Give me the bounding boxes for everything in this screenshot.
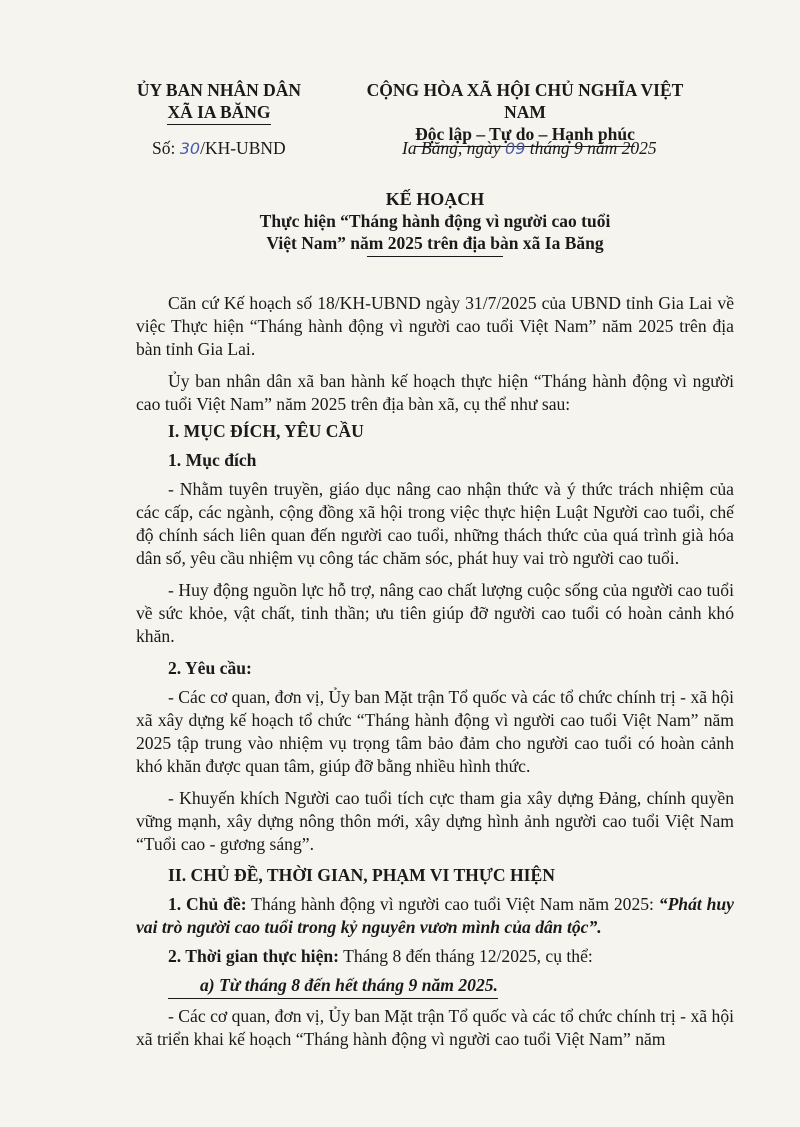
paragraph-purpose-1: - Nhằm tuyên truyền, giáo dục nâng cao nhận thức và ý thức trách nhiệm của các cấp, các ngành, cộng đồng xã hội trong việc thực hiện Luật Người cao tuổi, chế độ chính sách liên quan đến người cao tuổi, những thách thức của quá trình già hóa dân số, yêu cầu nhiệm vụ công tác chăm sóc, phát huy vai trò người cao tuổi. [136,479,734,568]
paragraph-requirement-2: - Khuyến khích Người cao tuổi tích cực tham gia xây dựng Đảng, chính quyền vững mạnh, xây dựng nông thôn mới, xây dựng hình ảnh người cao tuổi Việt Nam “Tuổi cao - gương sáng”. [136,788,734,854]
section-1-heading: I. MỤC ĐÍCH, YÊU CẦU [168,421,364,441]
document-number: Số: 30/KH-UBND [152,138,286,158]
section-1-1-heading: 1. Mục đích [168,450,257,470]
issuer-line-1: ỦY BAN NHÂN DÂN [136,80,302,100]
national-header [348,79,702,147]
section-2-1: 1. Chủ đề: Tháng hành động vì người cao tuổi Việt Nam năm 2025: “Phát huy vai trò người cao tuổi trong kỷ nguyên vươn mình của dân tộc”. [136,894,734,937]
issuer-line-2: XÃ IA BĂNG [130,101,308,125]
national-name: CỘNG HÒA XÃ HỘI CHỦ NGHĨA VIỆT NAM [366,80,684,122]
section-2-2: 2. Thời gian thực hiện: Tháng 8 đến tháng 12/2025, cụ thể: [168,946,593,966]
paragraph-basis: Căn cứ Kế hoạch số 18/KH-UBND ngày 31/7/2025 của UBND tỉnh Gia Lai về việc Thực hiện “Tháng hành động vì người cao tuổi Việt Nam” năm 2025 trên địa bàn tỉnh Gia Lai. [136,293,734,359]
document-body [136,292,734,1051]
paragraph-purpose-2: - Huy động nguồn lực hỗ trợ, nâng cao chất lượng cuộc sống của người cao tuổi về sức khỏe, vật chất, tinh thần; ưu tiên giúp đỡ người cao tuổi có hoàn cảnh khó khăn. [136,580,734,646]
document-date: Ia Băng, ngày 09 tháng 9 năm 2025 [402,138,657,158]
paragraph-requirement-1: - Các cơ quan, đơn vị, Ủy ban Mặt trận Tổ quốc và các tổ chức chính trị - xã hội xã xây dựng kế hoạch tổ chức “Tháng hành động vì người cao tuổi Việt Nam” năm 2025 tập trung vào nhiệm vụ trọng tâm bảo đảm cho người cao tuổi có hoàn cảnh khó khăn được quan tâm, giúp đỡ bằng nhiều hình thức. [136,687,734,776]
section-2-heading: II. CHỦ ĐỀ, THỜI GIAN, PHẠM VI THỰC HIỆN [168,865,555,885]
title-sub-2: Việt Nam” năm 2025 trên địa bàn xã Ia Băng [266,233,604,253]
national-motto: Độc lập – Tự do – Hạnh phúc [348,123,702,147]
paragraph-intro: Ủy ban nhân dân xã ban hành kế hoạch thực hiện “Tháng hành động vì người cao tuổi Việt Nam” năm 2025 trên địa bàn xã, cụ thể như sau: [136,371,734,414]
handwritten-number: 30 [179,139,201,158]
section-2-2a: a) Từ tháng 8 đến hết tháng 9 năm 2025. [136,974,734,999]
title-sub-1: Thực hiện “Tháng hành động vì người cao tuổi [259,211,611,231]
issuer-block [130,79,308,125]
title-main: KẾ HOẠCH [385,189,485,209]
handwritten-day: 09 [505,139,526,158]
section-1-2-heading: 2. Yêu cầu: [168,658,252,678]
document-title [136,188,734,257]
paragraph-implementation: - Các cơ quan, đơn vị, Ủy ban Mặt trận Tổ quốc và các tổ chức chính trị - xã hội xã triển khai kế hoạch “Tháng hành động vì người cao tuổi Việt Nam” năm [136,1006,734,1049]
title-underline [367,256,503,257]
